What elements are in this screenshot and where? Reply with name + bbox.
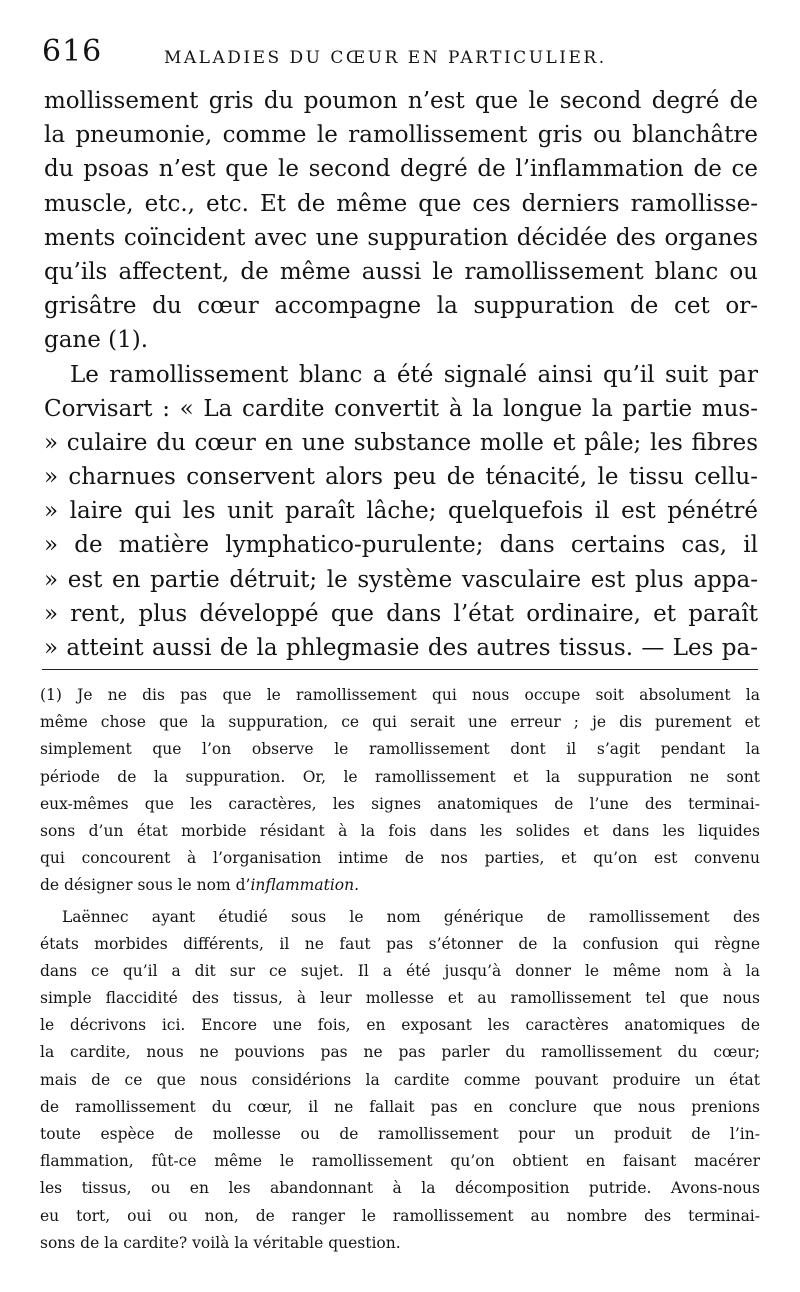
footnote-line: eu tort, oui ou non, de ranger le ramollissement au nombre des terminai- [40, 1206, 760, 1225]
footnote-divider [42, 669, 758, 670]
text-line: Le ramollissement blanc a été signalé ainsi qu’il suit par [70, 361, 758, 388]
footnote-line: sons de la cardite? voilà la véritable question. [40, 1233, 401, 1252]
text-line: gane (1). [44, 327, 149, 354]
footnote-line: états morbides différents, il ne faut pas s’étonner de la confusion qui règne [40, 934, 760, 953]
footnote-line: période de la suppuration. Or, le ramollissement et la suppuration ne sont [40, 767, 760, 786]
footnote-italic-term: inflammation. [250, 876, 360, 895]
page-header [42, 34, 758, 74]
footnote-line [40, 872, 760, 899]
footnote-text: de désigner sous le nom d’ [40, 876, 251, 895]
footnote-line: toute espèce de mollesse ou de ramollissement pour un produit de l’in- [40, 1125, 760, 1143]
footnote-line: la cardite, nous ne pouvions pas ne pas parler du ramollissement du cœur; [40, 1043, 760, 1062]
footnote-line: flammation, fût-ce même le ramollissement qu’on obtient en faisant macérer [40, 1152, 760, 1171]
text-line: grisâtre du cœur accompagne la suppuration de cet or- [44, 293, 758, 320]
text-line: Corvisart : « La cardite convertit à la longue la partie mus- [44, 395, 758, 422]
text-line: » laire qui les unit paraît lâche; quelquefois il est pénétré [44, 498, 758, 525]
footnote-line: (1) Je ne dis pas que le ramollissement qui nous occupe soit absolument la [40, 686, 760, 704]
footnote-line: Laënnec ayant étudié sous le nom générique de ramollissement des [62, 907, 760, 926]
running-head: MALADIES DU CŒUR EN PARTICULIER. [164, 48, 607, 68]
text-line: qu’ils affectent, de même aussi le ramollissement blanc ou [44, 258, 758, 285]
text-line: » rent, plus développé que dans l’état ordinaire, et paraît [44, 600, 758, 627]
footnote-line: sons d’un état morbide résidant à la fois dans les solides et dans les liquides [40, 821, 760, 840]
footnote-line: simplement que l’on observe le ramollissement dont il s’agit pendant la [40, 740, 760, 759]
footnote-line: simple flaccidité des tissus, à leur mollesse et au ramollissement tel que nous [40, 989, 760, 1008]
main-text [44, 84, 758, 665]
text-line: la pneumonie, comme le ramollissement gris ou blanchâtre [44, 122, 758, 149]
footnote-line: eux-mêmes que les caractères, les signes anatomiques de l’une des terminai- [40, 794, 760, 813]
text-line: » de matière lymphatico-purulente; dans certains cas, il [44, 532, 758, 559]
page-number: 616 [42, 34, 103, 69]
footnote-line: dans ce qu’il a dit sur ce sujet. Il a été jusqu’à donner le même nom à la [40, 961, 760, 980]
text-line: » atteint aussi de la phlegmasie des autres tissus. — Les pa- [44, 635, 758, 661]
text-line: ments coïncident avec une suppuration décidée des organes [44, 224, 758, 251]
footnote-line: même chose que la suppuration, ce qui serait une erreur ; je dis purement et [40, 713, 760, 732]
text-line: muscle, etc., etc. Et de même que ces derniers ramollisse- [44, 190, 758, 217]
text-line: » est en partie détruit; le système vasculaire est plus appa- [44, 566, 758, 593]
footnote-line: le décrivons ici. Encore une fois, en exposant les caractères anatomiques de [40, 1016, 760, 1035]
footnote-line: qui concourent à l’organisation intime de nos parties, et qu’on est convenu [40, 849, 760, 868]
footnotes [40, 682, 760, 1257]
text-line: » culaire du cœur en une substance molle et pâle; les fibres [44, 429, 758, 456]
footnote-line: les tissus, ou en les abandonnant à la décomposition putride. Avons-nous [40, 1179, 760, 1198]
text-line: » charnues conservent alors peu de ténacité, le tissu cellu- [44, 464, 758, 491]
footnote-line: de ramollissement du cœur, il ne fallait pas en conclure que nous prenions [40, 1097, 760, 1116]
text-line: mollissement gris du poumon n’est que le second degré de [44, 88, 758, 114]
footnote-line: mais de ce que nous considérions la cardite comme pouvant produire un état [40, 1070, 760, 1089]
text-line: du psoas n’est que le second degré de l’inflammation de ce [44, 156, 758, 183]
